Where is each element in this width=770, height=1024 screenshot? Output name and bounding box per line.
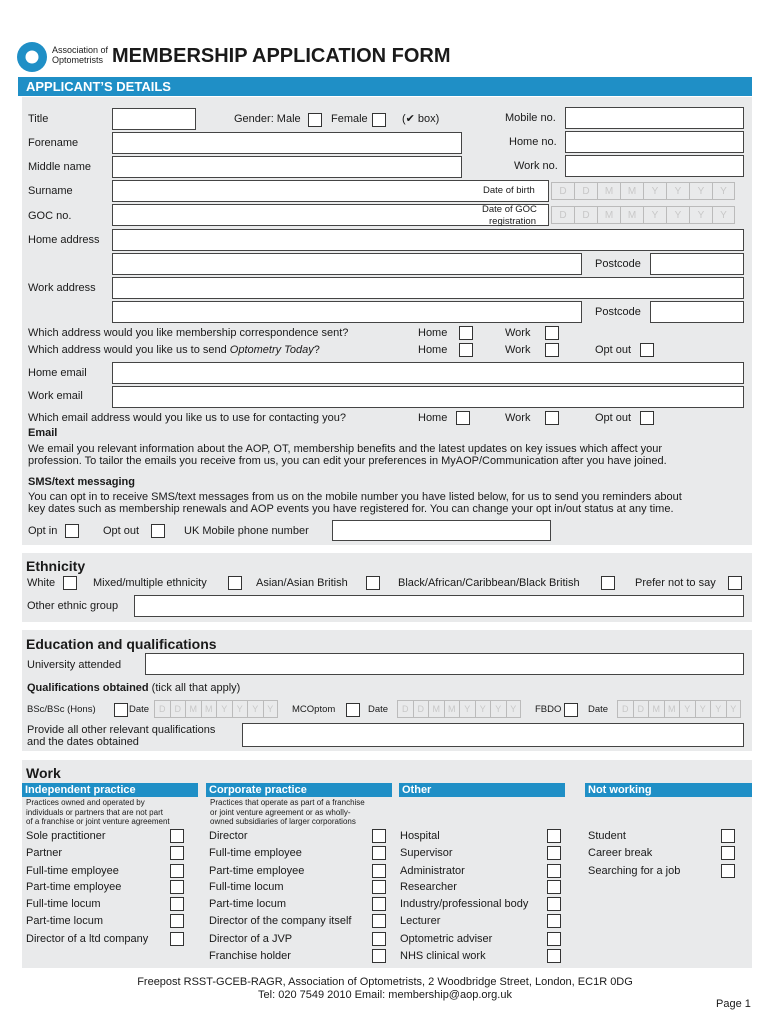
bsc-date-label: Date [129,704,150,715]
qualifications-label [27,682,240,695]
other-checkbox[interactable] [547,949,561,963]
corporate-item: Part-time locum [209,898,287,910]
other-item: NHS clinical work [400,950,486,962]
aop-logo-icon [16,41,48,73]
other-item: Lecturer [400,915,441,927]
fbdo-label: FBDO [535,704,562,715]
mobile-label: Mobile no. [505,112,556,124]
corporate-item: Director of a JVP [209,933,293,945]
date-cell: Y [689,182,712,200]
corporate-desc [210,798,365,827]
mcoptom-label: MCOptom [292,704,336,715]
fbdo-date-label: Date [588,704,609,715]
home-address-line-2[interactable] [112,253,582,275]
correspondence-question: Which address would you like membership correspondence sent? [28,327,349,339]
email-work-checkbox[interactable] [545,411,559,425]
email-text-2: profession. To tailor the emails you receive from us, you can edit your preferences in MyAOP/Communication after you have joined. [28,455,667,467]
date-cell: Y [232,700,248,718]
date-cell: M [664,700,680,718]
date-cell: Y [475,700,491,718]
ethnicity-heading: Ethnicity [26,558,86,574]
independent-checkbox[interactable] [170,897,184,911]
footer-contact: Tel: 020 7549 2010 Email: membership@aop.org.uk [258,989,512,1001]
date-cell: Y [216,700,232,718]
corporate-practice-header: Corporate practice [206,783,392,797]
corporate-checkbox[interactable] [372,914,386,928]
other-checkbox[interactable] [547,880,561,894]
mcoptom-date-label: Date [368,704,389,715]
not-working-item: Career break [588,847,653,859]
date-cell: Y [666,206,689,224]
education-heading: Education and qualifications [26,636,217,652]
dob-input[interactable] [551,182,735,200]
forename-label: Forename [28,137,79,149]
mcoptom-date-input[interactable] [397,700,521,718]
date-cell: D [397,700,413,718]
date-cell: Y [726,700,742,718]
email-opt-out-label: Opt out [595,412,632,424]
independent-item: Director of a ltd company [26,933,149,945]
date-cell: Y [247,700,263,718]
university-label: University attended [27,659,122,671]
other-item: Optometric adviser [400,933,493,945]
ot-opt-out-label: Opt out [595,344,632,356]
ethnicity-mixed-checkbox[interactable] [228,576,242,590]
logo-text-2: Optometrists [52,55,104,65]
email-opt-out-checkbox[interactable] [640,411,654,425]
independent-item: Full-time employee [26,865,119,877]
other-item: Supervisor [400,847,453,859]
date-cell: Y [679,700,695,718]
goc-date-input[interactable] [551,206,735,224]
logo-text-1: Association of [52,45,109,55]
date-cell: Y [712,182,735,200]
home-postcode-input[interactable] [650,253,744,275]
fbdo-date-input[interactable] [617,700,741,718]
independent-checkbox[interactable] [170,829,184,843]
middle-name-label: Middle name [28,161,91,173]
sms-opt-out-label: Opt out [103,525,140,537]
email-home-checkbox[interactable] [456,411,470,425]
independent-desc-1: Practices owned and operated by [26,798,145,807]
corporate-checkbox[interactable] [372,932,386,946]
bsc-date-input[interactable] [154,700,278,718]
date-cell: Y [689,206,712,224]
ethnicity-prefer-not-checkbox[interactable] [728,576,742,590]
corporate-checkbox[interactable] [372,829,386,843]
not-working-item: Searching for a job [588,865,681,877]
not-working-checkbox[interactable] [721,846,735,860]
independent-checkbox[interactable] [170,914,184,928]
independent-item: Part-time locum [26,915,104,927]
university-input[interactable] [145,653,744,675]
corr-home-label: Home [418,327,448,339]
independent-checkbox[interactable] [170,864,184,878]
date-cell: Y [490,700,506,718]
independent-item: Part-time employee [26,881,122,893]
ethnicity-black-checkbox[interactable] [601,576,615,590]
mobile-input[interactable] [565,107,744,129]
gender-male-label: Gender: Male [234,113,301,125]
home-email-label: Home email [28,367,87,379]
work-email-label: Work email [28,390,83,402]
home-no-label: Home no. [509,136,557,148]
corporate-item: Director [209,830,248,842]
footer-address: Freepost RSST-GCEB-RAGR, Association of Optometrists, 2 Woodbridge Street, London, EC1R 0DG [137,976,633,988]
date-cell: D [551,206,574,224]
date-cell: Y [666,182,689,200]
date-cell: M [597,206,620,224]
independent-item: Full-time locum [26,898,101,910]
corporate-checkbox[interactable] [372,846,386,860]
work-postcode-input[interactable] [650,301,744,323]
ot-question-post: ? [313,344,320,356]
dob-label: Date of birth [483,185,535,196]
date-cell: M [620,206,643,224]
email-work-label: Work [505,412,531,424]
corporate-item: Full-time locum [209,881,284,893]
independent-checkbox[interactable] [170,932,184,946]
sms-text-2: key dates such as membership renewals and AOP events you have registered for. You can change your opt in/out status at any time. [28,503,674,515]
home-no-input[interactable] [565,131,744,153]
work-heading: Work [26,765,61,781]
tick-box-note: (✔ box) [402,113,440,125]
date-cell: D [574,182,597,200]
female-checkbox[interactable] [372,113,386,127]
ot-question [28,344,320,357]
work-address-line-1[interactable] [112,277,744,299]
date-cell: Y [710,700,726,718]
bsc-label: BSc/BSc (Hons) [27,704,96,715]
other-checkbox[interactable] [547,897,561,911]
independent-item: Partner [26,847,63,859]
home-address-line-1[interactable] [112,229,744,251]
sms-text-1: You can opt in to receive SMS/text messages from us on the mobile number you have listed below, for us to send you reminders about [28,491,682,503]
corr-work-checkbox[interactable] [545,326,559,340]
not-working-header: Not working [585,783,752,797]
corporate-checkbox[interactable] [372,897,386,911]
corporate-checkbox[interactable] [372,949,386,963]
independent-checkbox[interactable] [170,880,184,894]
sms-opt-out-checkbox[interactable] [151,524,165,538]
home-postcode-label: Postcode [595,258,641,270]
forename-input[interactable] [112,132,462,154]
corporate-desc-2: or joint venture agreement or as wholly- [210,807,351,817]
ot-question-title: Optometry Today [229,344,314,356]
other-ethnic-label: Other ethnic group [27,600,119,612]
date-cell: M [185,700,201,718]
uk-mobile-input[interactable] [332,520,551,541]
independent-item: Sole practitioner [26,830,106,842]
other-quals-label-1: Provide all other relevant qualifications [27,724,216,736]
corr-work-label: Work [505,327,531,339]
date-cell: Y [643,182,666,200]
date-cell: Y [263,700,279,718]
corporate-item: Director of the company itself [209,915,352,927]
mcoptom-checkbox[interactable] [346,703,360,717]
independent-desc-3: of a franchise or joint venture agreement [26,817,170,826]
corporate-item: Franchise holder [209,950,291,962]
goc-date-label-2: registration [489,216,536,227]
other-checkbox[interactable] [547,829,561,843]
work-address-label: Work address [28,282,96,294]
middle-name-input[interactable] [112,156,462,178]
corporate-checkbox[interactable] [372,880,386,894]
date-cell: Y [459,700,475,718]
gender-female-label: Female [331,113,368,125]
other-checkbox[interactable] [547,914,561,928]
sms-heading: SMS/text messaging [28,476,135,488]
ot-opt-out-checkbox[interactable] [640,343,654,357]
ethnicity-black-label: Black/African/Caribbean/Black British [398,577,580,589]
other-header: Other [399,783,565,797]
date-cell: Y [695,700,711,718]
qualifications-bold: Qualifications obtained [27,682,149,694]
home-email-input[interactable] [112,362,744,384]
uk-mobile-label: UK Mobile phone number [184,525,309,537]
page-title: MEMBERSHIP APPLICATION FORM [112,45,451,67]
corporate-item: Full-time employee [209,847,302,859]
date-cell: D [413,700,429,718]
work-no-input[interactable] [565,155,744,177]
not-working-item: Student [588,830,626,842]
date-cell: Y [506,700,522,718]
email-question: Which email address would you like us to use for contacting you? [28,412,346,424]
other-checkbox[interactable] [547,864,561,878]
not-working-checkbox[interactable] [721,829,735,843]
independent-checkbox[interactable] [170,846,184,860]
page-number: Page 1 [716,998,751,1010]
bsc-checkbox[interactable] [114,703,128,717]
independent-desc-2: individuals or partners that are not part [26,807,163,817]
corr-home-checkbox[interactable] [459,326,473,340]
date-cell: D [154,700,170,718]
date-cell: D [170,700,186,718]
home-address-label: Home address [28,234,100,246]
email-heading: Email [28,427,58,439]
ethnicity-white-checkbox[interactable] [63,576,77,590]
date-cell: M [597,182,620,200]
sms-opt-in-checkbox[interactable] [65,524,79,538]
corporate-desc-1: Practices that operate as part of a franchise [210,798,365,807]
ot-home-checkbox[interactable] [459,343,473,357]
ethnicity-mixed-label: Mixed/multiple ethnicity [93,577,207,589]
fbdo-checkbox[interactable] [564,703,578,717]
independent-desc [26,798,170,827]
corporate-item: Part-time employee [209,865,305,877]
ethnicity-prefer-not-label: Prefer not to say [635,577,716,589]
work-address-line-2[interactable] [112,301,582,323]
sms-opt-in-label: Opt in [28,525,58,537]
other-item: Industry/professional body [400,898,529,910]
work-postcode-label: Postcode [595,306,641,318]
work-email-input[interactable] [112,386,744,408]
other-quals-input[interactable] [242,723,744,747]
date-cell: M [648,700,664,718]
independent-practice-header: Independent practice [22,783,198,797]
male-checkbox[interactable] [308,113,322,127]
other-item: Researcher [400,881,457,893]
ethnicity-asian-label: Asian/Asian British [256,577,348,589]
ethnicity-asian-checkbox[interactable] [366,576,380,590]
corporate-desc-3: owned subsidiaries of larger corporations [210,817,356,826]
date-cell: M [620,182,643,200]
date-cell: D [633,700,649,718]
work-no-label: Work no. [514,160,558,172]
ethnicity-white-label: White [27,577,56,589]
ot-home-label: Home [418,344,448,356]
date-cell: D [617,700,633,718]
date-cell: D [574,206,597,224]
ot-work-checkbox[interactable] [545,343,559,357]
applicant-heading: APPLICANT’S DETAILS [18,77,752,96]
date-cell: M [428,700,444,718]
email-home-label: Home [418,412,448,424]
title-label: Title [28,113,49,125]
email-text-1: We email you relevant information about the AOP, OT, membership benefits and the latest updates on key issues which affect your [28,443,663,455]
date-cell: D [551,182,574,200]
date-cell: M [444,700,460,718]
ot-work-label: Work [505,344,531,356]
qualifications-note: (tick all that apply) [148,682,241,694]
other-quals-label-2: and the dates obtained [27,736,139,748]
goc-date-label-1: Date of GOC [482,204,537,215]
title-input[interactable] [112,108,196,130]
other-item: Hospital [400,830,440,842]
corporate-checkbox[interactable] [372,864,386,878]
other-checkbox[interactable] [547,932,561,946]
surname-label: Surname [28,185,73,197]
date-cell: Y [643,206,666,224]
goc-label: GOC no. [28,210,72,222]
not-working-checkbox[interactable] [721,864,735,878]
ot-question-pre: Which address would you like us to send [28,344,230,356]
other-checkbox[interactable] [547,846,561,860]
other-ethnic-input[interactable] [134,595,744,617]
other-item: Administrator [400,865,465,877]
date-cell: Y [712,206,735,224]
date-cell: M [201,700,217,718]
